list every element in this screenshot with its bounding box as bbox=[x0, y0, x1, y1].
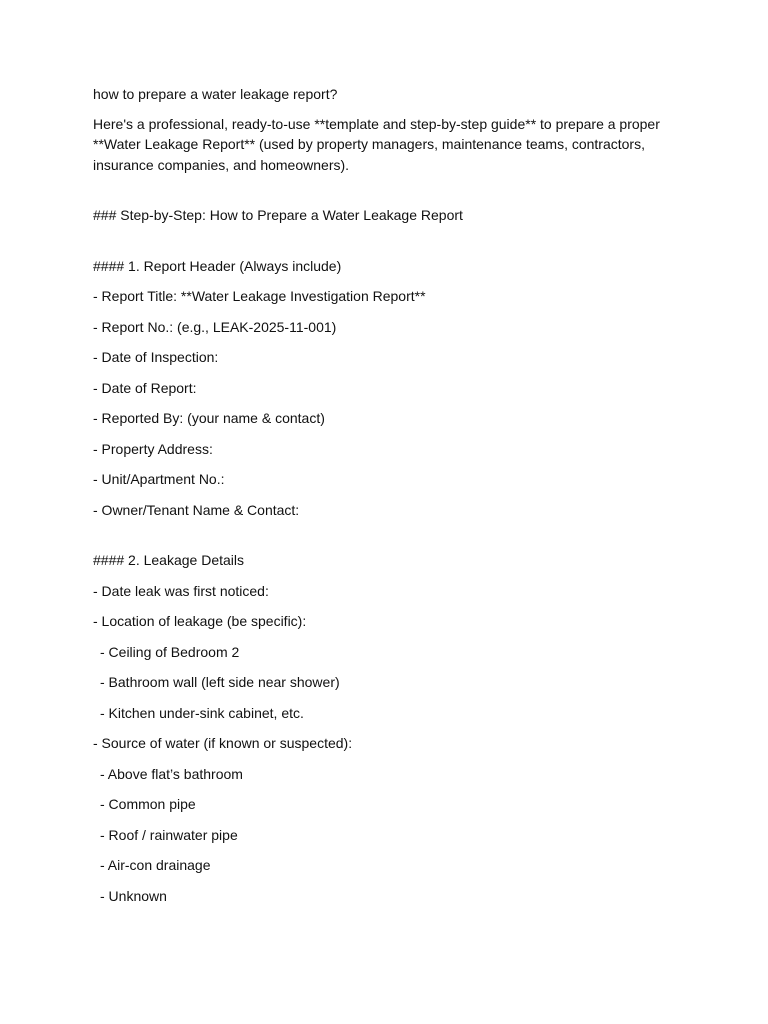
source-option-aircon: - Air-con drainage bbox=[100, 857, 211, 873]
section1-item-report-title: - Report Title: **Water Leakage Investigation Report** bbox=[93, 288, 426, 304]
spacer bbox=[93, 490, 703, 500]
spacer bbox=[93, 337, 703, 347]
spacer bbox=[93, 754, 703, 764]
spacer bbox=[93, 845, 703, 855]
section1-heading: #### 1. Report Header (Always include) bbox=[93, 257, 342, 274]
section2-item-first-noticed: - Date leak was first noticed: bbox=[93, 582, 269, 599]
spacer bbox=[93, 693, 703, 703]
section2-item-source: - Source of water (if known or suspected): bbox=[93, 735, 353, 751]
spacer bbox=[93, 398, 703, 408]
section1-item-date-report: - Date of Report: bbox=[93, 379, 197, 396]
spacer bbox=[93, 815, 703, 825]
section1-item-reported-by: - Reported By: (your name & contact) bbox=[93, 410, 325, 426]
spacer bbox=[93, 226, 703, 256]
spacer bbox=[93, 175, 703, 205]
source-option-common-pipe: - Common pipe bbox=[100, 796, 196, 812]
intro-paragraph: Here's a professional, ready-to-use **template and step-by-step guide** to prepare a proper **Water Leakage Report** (used by property managers, maintenance teams, contractors, insurance companies, and homeowners). bbox=[93, 115, 664, 173]
spacer bbox=[93, 368, 703, 378]
section1-item-date-inspection: - Date of Inspection: bbox=[93, 349, 219, 365]
spacer bbox=[93, 632, 703, 642]
spacer bbox=[93, 276, 703, 286]
location-example-bathroom: - Bathroom wall (left side near shower) bbox=[100, 674, 340, 690]
spacer bbox=[93, 601, 703, 611]
section1-item-unit-no: - Unit/Apartment No.: bbox=[93, 471, 225, 487]
document-body bbox=[93, 84, 703, 906]
spacer bbox=[93, 105, 703, 114]
main-heading: ### Step-by-Step: How to Prepare a Water Leakage Report bbox=[93, 207, 463, 223]
spacer bbox=[93, 429, 703, 439]
spacer bbox=[93, 662, 703, 672]
spacer bbox=[93, 307, 703, 317]
source-option-above-flat: - Above flat’s bathroom bbox=[100, 765, 243, 782]
spacer bbox=[93, 520, 703, 550]
spacer bbox=[93, 784, 703, 794]
spacer bbox=[93, 459, 703, 469]
source-option-unknown: - Unknown bbox=[100, 887, 167, 904]
spacer bbox=[93, 571, 703, 581]
section2-item-location: - Location of leakage (be specific): bbox=[93, 613, 307, 629]
section1-item-owner-tenant: - Owner/Tenant Name & Contact: bbox=[93, 501, 300, 518]
section2-heading: #### 2. Leakage Details bbox=[93, 552, 244, 568]
section1-item-property-address: - Property Address: bbox=[93, 440, 213, 457]
spacer bbox=[93, 723, 703, 733]
section1-item-report-no: - Report No.: (e.g., LEAK-2025-11-001) bbox=[93, 318, 337, 335]
source-option-roof: - Roof / rainwater pipe bbox=[100, 826, 238, 843]
spacer bbox=[93, 876, 703, 886]
location-example-bedroom: - Ceiling of Bedroom 2 bbox=[100, 643, 240, 660]
location-example-kitchen: - Kitchen under-sink cabinet, etc. bbox=[100, 704, 304, 721]
question-text: how to prepare a water leakage report? bbox=[93, 86, 338, 102]
